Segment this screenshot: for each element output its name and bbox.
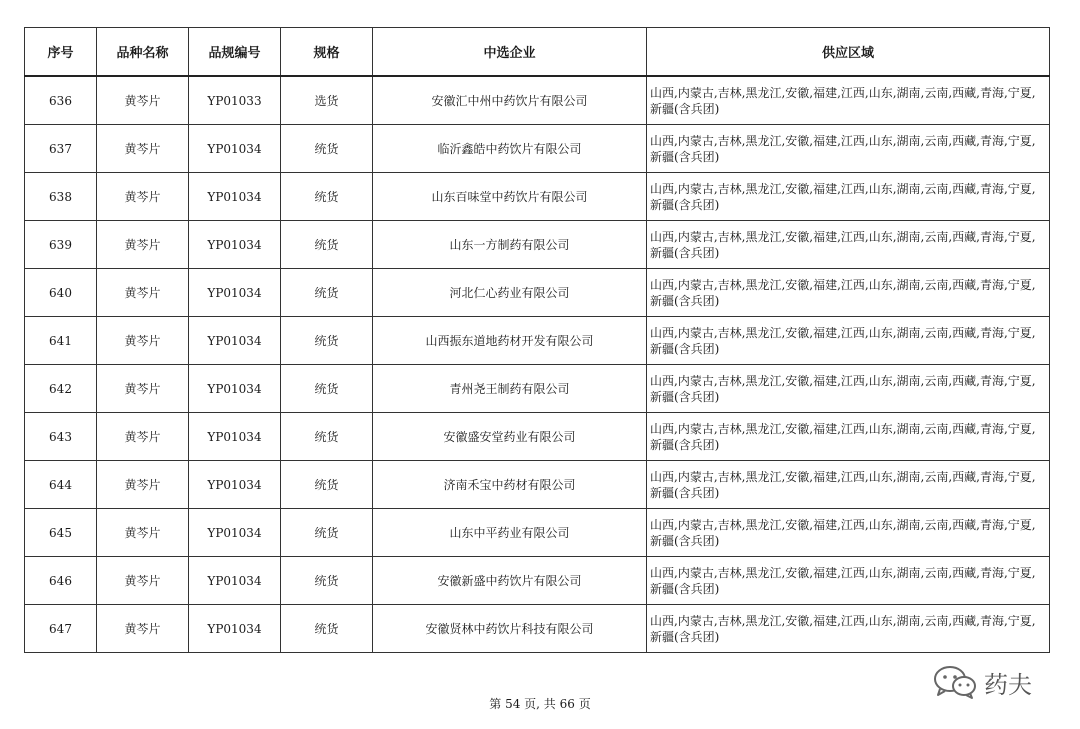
cell-selected-company: 山东一方制药有限公司 bbox=[373, 221, 647, 269]
table-row bbox=[25, 557, 1050, 605]
cell-spec-code: YP01034 bbox=[189, 173, 281, 221]
cell-spec: 统货 bbox=[281, 221, 373, 269]
cell-supply-region: 山西,内蒙古,吉林,黑龙江,安徽,福建,江西,山东,湖南,云南,西藏,青海,宁夏,新疆(含兵团) bbox=[647, 221, 1050, 269]
cell-selected-company: 安徽新盛中药饮片有限公司 bbox=[373, 557, 647, 605]
cell-variety-name: 黄芩片 bbox=[97, 76, 189, 125]
cell-selected-company: 山东百味堂中药饮片有限公司 bbox=[373, 173, 647, 221]
cell-spec-code: YP01034 bbox=[189, 269, 281, 317]
cell-spec: 统货 bbox=[281, 557, 373, 605]
cell-spec-code: YP01034 bbox=[189, 413, 281, 461]
cell-selected-company: 安徽盛安堂药业有限公司 bbox=[373, 413, 647, 461]
cell-spec-code: YP01034 bbox=[189, 605, 281, 653]
cell-seq: 637 bbox=[25, 125, 97, 173]
cell-supply-region: 山西,内蒙古,吉林,黑龙江,安徽,福建,江西,山东,湖南,云南,西藏,青海,宁夏,新疆(含兵团) bbox=[647, 605, 1050, 653]
table-row bbox=[25, 269, 1050, 317]
cell-selected-company: 山西振东道地药材开发有限公司 bbox=[373, 317, 647, 365]
cell-variety-name: 黄芩片 bbox=[97, 269, 189, 317]
cell-spec: 统货 bbox=[281, 509, 373, 557]
cell-selected-company: 青州尧王制药有限公司 bbox=[373, 365, 647, 413]
cell-spec-code: YP01034 bbox=[189, 221, 281, 269]
cell-variety-name: 黄芩片 bbox=[97, 173, 189, 221]
watermark-text: 药夫 bbox=[984, 670, 1032, 699]
cell-supply-region: 山西,内蒙古,吉林,黑龙江,安徽,福建,江西,山东,湖南,云南,西藏,青海,宁夏,新疆(含兵团) bbox=[647, 557, 1050, 605]
watermark bbox=[932, 664, 1032, 700]
cell-selected-company: 山东中平药业有限公司 bbox=[373, 509, 647, 557]
cell-variety-name: 黄芩片 bbox=[97, 221, 189, 269]
table-row bbox=[25, 173, 1050, 221]
cell-seq: 646 bbox=[25, 557, 97, 605]
table-row bbox=[25, 605, 1050, 653]
cell-spec-code: YP01034 bbox=[189, 317, 281, 365]
header-supply-region: 供应区域 bbox=[647, 28, 1050, 77]
cell-supply-region: 山西,内蒙古,吉林,黑龙江,安徽,福建,江西,山东,湖南,云南,西藏,青海,宁夏,新疆(含兵团) bbox=[647, 509, 1050, 557]
cell-supply-region: 山西,内蒙古,吉林,黑龙江,安徽,福建,江西,山东,湖南,云南,西藏,青海,宁夏,新疆(含兵团) bbox=[647, 76, 1050, 125]
table-row bbox=[25, 461, 1050, 509]
header-spec: 规格 bbox=[281, 28, 373, 77]
cell-spec: 统货 bbox=[281, 173, 373, 221]
cell-seq: 642 bbox=[25, 365, 97, 413]
cell-supply-region: 山西,内蒙古,吉林,黑龙江,安徽,福建,江西,山东,湖南,云南,西藏,青海,宁夏,新疆(含兵团) bbox=[647, 317, 1050, 365]
cell-variety-name: 黄芩片 bbox=[97, 317, 189, 365]
cell-variety-name: 黄芩片 bbox=[97, 125, 189, 173]
table-row bbox=[25, 365, 1050, 413]
cell-seq: 636 bbox=[25, 76, 97, 125]
cell-spec-code: YP01034 bbox=[189, 125, 281, 173]
header-spec-code: 品规编号 bbox=[189, 28, 281, 77]
cell-variety-name: 黄芩片 bbox=[97, 509, 189, 557]
cell-supply-region: 山西,内蒙古,吉林,黑龙江,安徽,福建,江西,山东,湖南,云南,西藏,青海,宁夏,新疆(含兵团) bbox=[647, 269, 1050, 317]
page-number: 第 54 页, 共 66 页 bbox=[489, 697, 591, 711]
cell-spec: 统货 bbox=[281, 125, 373, 173]
cell-seq: 645 bbox=[25, 509, 97, 557]
cell-variety-name: 黄芩片 bbox=[97, 557, 189, 605]
cell-variety-name: 黄芩片 bbox=[97, 365, 189, 413]
cell-spec: 统货 bbox=[281, 365, 373, 413]
cell-selected-company: 河北仁心药业有限公司 bbox=[373, 269, 647, 317]
cell-variety-name: 黄芩片 bbox=[97, 461, 189, 509]
cell-spec: 统货 bbox=[281, 413, 373, 461]
cell-supply-region: 山西,内蒙古,吉林,黑龙江,安徽,福建,江西,山东,湖南,云南,西藏,青海,宁夏,新疆(含兵团) bbox=[647, 365, 1050, 413]
cell-spec-code: YP01034 bbox=[189, 557, 281, 605]
cell-spec-code: YP01034 bbox=[189, 509, 281, 557]
cell-spec: 统货 bbox=[281, 605, 373, 653]
cell-supply-region: 山西,内蒙古,吉林,黑龙江,安徽,福建,江西,山东,湖南,云南,西藏,青海,宁夏,新疆(含兵团) bbox=[647, 413, 1050, 461]
table-row bbox=[25, 76, 1050, 125]
table-row bbox=[25, 221, 1050, 269]
cell-seq: 638 bbox=[25, 173, 97, 221]
cell-spec: 统货 bbox=[281, 269, 373, 317]
cell-selected-company: 济南禾宝中药材有限公司 bbox=[373, 461, 647, 509]
cell-spec: 统货 bbox=[281, 317, 373, 365]
cell-variety-name: 黄芩片 bbox=[97, 413, 189, 461]
cell-spec: 选货 bbox=[281, 76, 373, 125]
cell-spec: 统货 bbox=[281, 461, 373, 509]
header-seq: 序号 bbox=[25, 28, 97, 77]
cell-seq: 643 bbox=[25, 413, 97, 461]
cell-seq: 639 bbox=[25, 221, 97, 269]
header-selected-company: 中选企业 bbox=[373, 28, 647, 77]
table-row bbox=[25, 413, 1050, 461]
cell-variety-name: 黄芩片 bbox=[97, 605, 189, 653]
header-variety-name: 品种名称 bbox=[97, 28, 189, 77]
table-row bbox=[25, 125, 1050, 173]
cell-seq: 644 bbox=[25, 461, 97, 509]
cell-seq: 641 bbox=[25, 317, 97, 365]
cell-supply-region: 山西,内蒙古,吉林,黑龙江,安徽,福建,江西,山东,湖南,云南,西藏,青海,宁夏,新疆(含兵团) bbox=[647, 461, 1050, 509]
cell-selected-company: 安徽贤林中药饮片科技有限公司 bbox=[373, 605, 647, 653]
cell-spec-code: YP01033 bbox=[189, 76, 281, 125]
cell-seq: 640 bbox=[25, 269, 97, 317]
cell-supply-region: 山西,内蒙古,吉林,黑龙江,安徽,福建,江西,山东,湖南,云南,西藏,青海,宁夏,新疆(含兵团) bbox=[647, 125, 1050, 173]
cell-selected-company: 安徽汇中州中药饮片有限公司 bbox=[373, 76, 647, 125]
table-header-row bbox=[25, 28, 1050, 77]
wechat-icon bbox=[932, 664, 978, 700]
procurement-table bbox=[24, 27, 1050, 653]
cell-seq: 647 bbox=[25, 605, 97, 653]
cell-selected-company: 临沂鑫皓中药饮片有限公司 bbox=[373, 125, 647, 173]
cell-spec-code: YP01034 bbox=[189, 461, 281, 509]
table-body bbox=[25, 76, 1050, 653]
cell-supply-region: 山西,内蒙古,吉林,黑龙江,安徽,福建,江西,山东,湖南,云南,西藏,青海,宁夏,新疆(含兵团) bbox=[647, 173, 1050, 221]
table-row bbox=[25, 317, 1050, 365]
cell-spec-code: YP01034 bbox=[189, 365, 281, 413]
table-row bbox=[25, 509, 1050, 557]
